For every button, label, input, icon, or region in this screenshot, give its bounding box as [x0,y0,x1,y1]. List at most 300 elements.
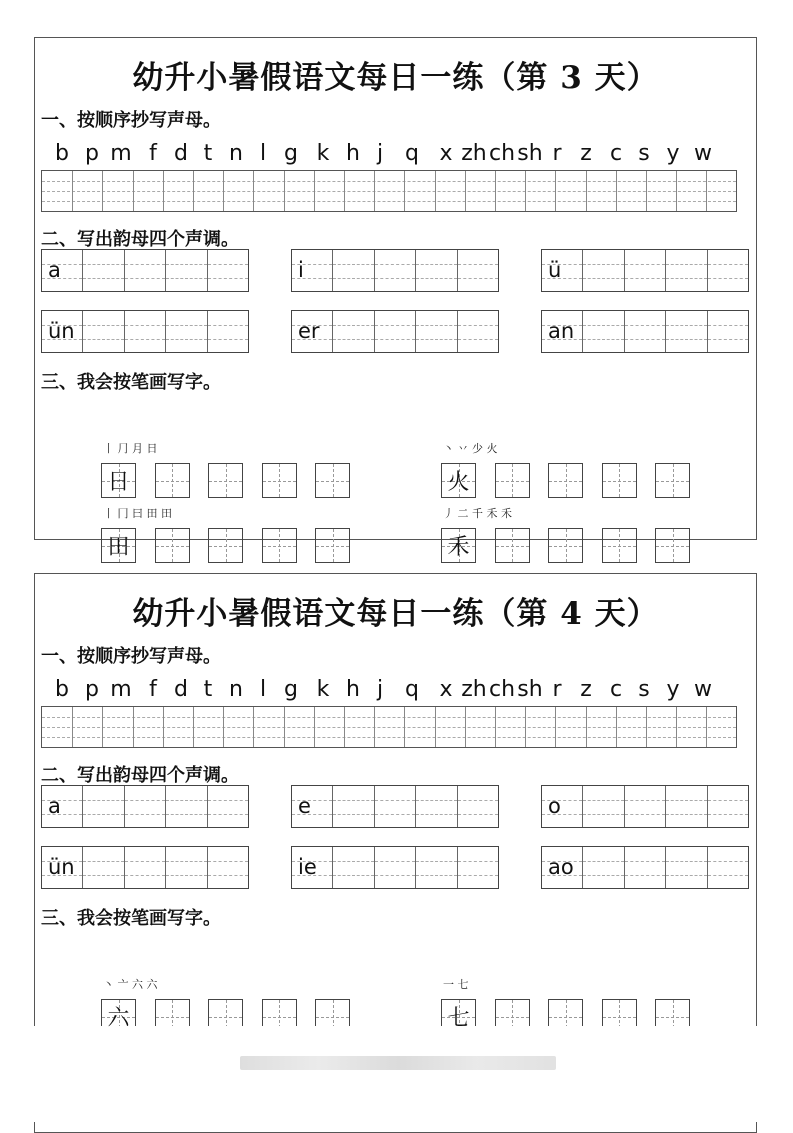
cell-guide-line [625,339,665,340]
vowel-tone-group[interactable] [41,249,249,292]
grid-column-divider [586,707,587,747]
cell-guide-line [708,339,748,340]
vowel-label: ie [298,855,317,879]
cell-guide-line [208,264,248,265]
tone-writing-cell[interactable] [457,847,498,888]
grid-column-divider [344,707,345,747]
cell-guide-line [625,325,665,326]
grid-column-divider [193,707,194,747]
cell-guide-line [166,325,206,326]
cell-guide-line [333,875,373,876]
cell-guide-line [666,264,706,265]
initial-letter: c [609,677,623,702]
initial-letter: h [346,677,360,702]
cell-guide-line [666,875,706,876]
initial-letter: b [55,677,69,702]
vowel-tone-group[interactable] [41,846,249,889]
grid-column-divider [223,171,224,211]
initial-letter: w [694,677,712,702]
grid-guide-line [42,727,736,728]
cell-guide-line [666,325,706,326]
tone-writing-cell[interactable] [165,311,206,352]
initial-letter: g [284,141,298,166]
tone-writing-cell[interactable] [124,786,165,827]
grid-column-divider [253,171,254,211]
tian-grid-box[interactable] [262,528,297,563]
cell-guide-line [708,325,748,326]
tone-writing-cell[interactable] [82,311,123,352]
cell-guide-line [166,800,206,801]
section-2-heading: 二、写出韵母四个声调。 [41,765,239,786]
cell-guide-line [666,800,706,801]
initial-letter: q [405,677,419,702]
cell-guide-line [208,861,248,862]
tone-writing-cell[interactable] [665,250,706,291]
initial-letter: sh [517,677,543,702]
cell-guide-line [83,861,123,862]
initial-letter: l [259,677,267,702]
tone-writing-cell[interactable] [457,786,498,827]
tone-writing-cell[interactable] [582,847,623,888]
grid-column-divider [344,171,345,211]
grid-guide-line [42,191,736,192]
grid-column-divider [555,171,556,211]
cell-guide-line [83,814,123,815]
cell-guide-line [583,325,623,326]
initial-letter: m [110,677,132,702]
initial-letter: ch [488,677,516,702]
cell-guide-line [125,814,165,815]
model-character: 火 [447,470,470,495]
vowel-tone-group[interactable] [541,846,749,889]
vowel-tone-group[interactable] [291,846,499,889]
cell-guide-line [458,325,498,326]
tone-writing-cell[interactable] [165,250,206,291]
tone-writing-cell[interactable] [165,847,206,888]
cell-guide-line [166,264,206,265]
cell-guide-line [583,814,623,815]
vowel-tone-group[interactable] [541,785,749,828]
initial-letter: z [580,677,592,702]
initial-letter: ch [488,141,516,166]
initial-letter: q [405,141,419,166]
tone-writing-cell[interactable] [624,847,665,888]
grid-column-divider [586,171,587,211]
cell-guide-line [416,861,456,862]
cell-guide-line [458,339,498,340]
cell-guide-line [83,278,123,279]
vowel-tone-group[interactable] [291,785,499,828]
tone-writing-cell[interactable] [292,847,332,888]
cell-guide-line [375,264,415,265]
tone-writing-cell[interactable] [582,250,623,291]
initial-letter: sh [517,141,543,166]
tone-writing-cell[interactable] [332,786,373,827]
initial-letter: s [638,677,650,702]
section-1-heading: 一、按顺序抄写声母。 [41,110,221,131]
initial-letter: k [316,141,330,166]
tian-grid-box[interactable] [655,463,690,498]
cell-guide-line [375,861,415,862]
cell-guide-line [625,800,665,801]
cell-guide-line [83,325,123,326]
grid-column-divider [163,707,164,747]
blurred-watermark [240,1056,556,1070]
grid-column-divider [495,171,496,211]
tone-writing-cell[interactable] [665,847,706,888]
initial-letter: w [694,141,712,166]
tone-writing-cell[interactable] [457,250,498,291]
grid-column-divider [555,707,556,747]
tone-writing-cell[interactable] [542,786,582,827]
cell-guide-line [708,264,748,265]
cell-guide-line [83,264,123,265]
tian-grid-box[interactable] [208,463,243,498]
cell-guide-line [416,800,456,801]
cell-guide-line [125,800,165,801]
tone-writing-cell[interactable] [42,847,82,888]
cell-guide-line [625,875,665,876]
initial-letter: y [666,141,680,166]
initial-letter: x [439,677,453,702]
tian-grid-box[interactable] [602,528,637,563]
initials-writing-grid[interactable] [41,706,737,748]
cell-guide-line [666,861,706,862]
model-character: 田 [107,535,130,560]
cell-guide-line [458,264,498,265]
grid-column-divider [525,707,526,747]
tone-writing-cell[interactable] [542,847,582,888]
initial-letter: k [316,677,330,702]
tone-writing-cell[interactable] [582,311,623,352]
tian-grid-box[interactable] [155,528,190,563]
vowel-label: ün [48,855,75,879]
section-3-heading: 三、我会按笔画写字。 [41,908,221,929]
tone-writing-cell[interactable] [207,311,248,352]
page-title: 幼升小暑假语文每日一练（第 4 天） [132,596,659,632]
tone-writing-cell[interactable] [665,311,706,352]
tone-writing-cell[interactable] [707,311,748,352]
grid-column-divider [133,707,134,747]
tone-writing-cell[interactable] [332,847,373,888]
grid-column-divider [314,171,315,211]
cell-guide-line [416,875,456,876]
grid-column-divider [706,171,707,211]
cell-guide-line [708,875,748,876]
grid-column-divider [374,707,375,747]
tone-writing-cell[interactable] [542,311,582,352]
cell-guide-line [666,278,706,279]
initial-letter: n [229,677,243,702]
tone-writing-cell[interactable] [207,786,248,827]
vowel-label: a [48,258,61,282]
initial-letter: f [149,141,157,166]
cell-guide-line [83,800,123,801]
cell-guide-line [458,875,498,876]
tone-writing-cell[interactable] [42,786,82,827]
cell-guide-line [583,861,623,862]
vowel-label: ün [48,319,75,343]
tian-grid-box[interactable] [101,528,136,563]
cell-guide-line [125,339,165,340]
tone-writing-cell[interactable] [374,847,415,888]
tone-writing-cell[interactable] [42,311,82,352]
tone-writing-cell[interactable] [374,250,415,291]
tone-writing-cell[interactable] [207,847,248,888]
initial-letter: zh [461,141,487,166]
cell-guide-line [83,875,123,876]
cell-guide-line [375,339,415,340]
initial-letter: p [85,141,99,166]
grid-column-divider [706,707,707,747]
tone-writing-cell[interactable] [332,311,373,352]
stroke-order-hint: 丨 ⺆ 月 日 [103,442,158,455]
section-2-heading: 二、写出韵母四个声调。 [41,229,239,250]
tone-writing-cell[interactable] [707,250,748,291]
tone-writing-cell[interactable] [665,786,706,827]
initial-letter: d [174,141,188,166]
page-title: 幼升小暑假语文每日一练（第 3 天） [132,60,659,96]
cell-guide-line [583,278,623,279]
vowel-label: o [548,794,561,818]
tone-writing-cell[interactable] [374,786,415,827]
cell-guide-line [375,875,415,876]
tone-writing-cell[interactable] [82,250,123,291]
initial-letter: r [552,677,562,702]
grid-guide-line [42,181,736,182]
model-character: 禾 [447,535,470,560]
cell-guide-line [416,339,456,340]
cell-guide-line [208,875,248,876]
cell-guide-line [416,325,456,326]
cell-guide-line [166,339,206,340]
stroke-order-hint: 丶 亠 六 六 [103,978,158,991]
initials-writing-grid[interactable] [41,170,737,212]
tone-writing-cell[interactable] [207,250,248,291]
tone-writing-cell[interactable] [332,250,373,291]
grid-column-divider [616,707,617,747]
cell-guide-line [583,800,623,801]
initial-letter: z [580,141,592,166]
initial-letter: d [174,677,188,702]
tone-writing-cell[interactable] [292,786,332,827]
initial-letter: h [346,141,360,166]
initial-letter: p [85,677,99,702]
tone-writing-cell[interactable] [82,847,123,888]
cell-guide-line [166,861,206,862]
cell-guide-line [208,278,248,279]
initials-row [43,677,743,701]
tone-writing-cell[interactable] [124,847,165,888]
tone-writing-cell[interactable] [415,786,456,827]
cell-guide-line [416,264,456,265]
cell-guide-line [333,800,373,801]
tone-writing-cell[interactable] [124,311,165,352]
tian-grid-box[interactable] [495,528,530,563]
initial-letter: t [203,677,213,702]
tian-grid-box[interactable] [315,463,350,498]
cell-guide-line [333,814,373,815]
model-character: 七 [447,1006,470,1031]
tone-writing-cell[interactable] [124,250,165,291]
grid-column-divider [163,171,164,211]
vowel-label: e [298,794,311,818]
tone-writing-cell[interactable] [165,786,206,827]
vowel-tone-group[interactable] [41,785,249,828]
tian-grid-box[interactable] [315,528,350,563]
grid-column-divider [525,171,526,211]
tone-writing-cell[interactable] [624,311,665,352]
tone-writing-cell[interactable] [707,847,748,888]
worksheet-day-3 [34,37,757,560]
cell-guide-line [125,861,165,862]
cell-guide-line [708,814,748,815]
tone-writing-cell[interactable] [82,786,123,827]
tone-writing-cell[interactable] [374,311,415,352]
grid-column-divider [284,171,285,211]
tian-grid-box[interactable] [101,999,136,1034]
tone-writing-cell[interactable] [292,311,332,352]
cell-guide-line [458,814,498,815]
tian-grid-box[interactable] [101,463,136,498]
tone-writing-cell[interactable] [624,250,665,291]
tone-writing-cell[interactable] [415,847,456,888]
vowel-label: er [298,319,320,343]
initial-letter: zh [461,677,487,702]
initial-letter: c [609,141,623,166]
tone-writing-cell[interactable] [415,250,456,291]
tian-grid-box[interactable] [262,463,297,498]
initial-letter: n [229,141,243,166]
vowel-tone-group[interactable] [291,249,499,292]
vowel-tone-group[interactable] [541,310,749,353]
vowel-label: ao [548,855,574,879]
cell-guide-line [583,264,623,265]
tone-writing-cell[interactable] [415,311,456,352]
grid-column-divider [374,171,375,211]
initial-letter: r [552,141,562,166]
initial-letter: l [259,141,267,166]
cell-guide-line [708,800,748,801]
grid-column-divider [193,171,194,211]
cell-guide-line [166,814,206,815]
tian-grid-box[interactable] [441,999,476,1034]
tone-writing-cell[interactable] [292,250,332,291]
cell-guide-line [125,264,165,265]
tian-grid-box[interactable] [655,528,690,563]
cell-guide-line [375,325,415,326]
tian-grid-box[interactable] [441,463,476,498]
grid-column-divider [435,171,436,211]
cell-guide-line [333,861,373,862]
cell-guide-line [583,339,623,340]
initial-letter: j [376,677,384,702]
vowel-tone-group[interactable] [291,310,499,353]
initial-letter: m [110,141,132,166]
grid-column-divider [404,707,405,747]
cell-guide-line [666,814,706,815]
vowel-tone-group[interactable] [41,310,249,353]
cell-guide-line [625,264,665,265]
cell-guide-line [458,861,498,862]
initial-letter: t [203,141,213,166]
cell-guide-line [333,325,373,326]
grid-column-divider [646,707,647,747]
stroke-order-hint: 丶 丷 少 火 [443,442,498,455]
model-character: 六 [107,1006,130,1031]
cell-guide-line [166,875,206,876]
grid-column-divider [465,707,466,747]
tian-grid-box[interactable] [548,528,583,563]
grid-column-divider [284,707,285,747]
cell-guide-line [125,875,165,876]
tone-writing-cell[interactable] [542,250,582,291]
cell-guide-line [166,278,206,279]
cell-guide-line [708,278,748,279]
tian-grid-box[interactable] [155,463,190,498]
tian-grid-box[interactable] [548,463,583,498]
tone-writing-cell[interactable] [582,786,623,827]
cell-guide-line [83,339,123,340]
grid-column-divider [495,707,496,747]
cell-guide-line [333,278,373,279]
tone-writing-cell[interactable] [624,786,665,827]
model-character: 日 [107,470,130,495]
cell-guide-line [583,875,623,876]
tone-writing-cell[interactable] [457,311,498,352]
initials-row [43,141,743,165]
tian-grid-box[interactable] [602,463,637,498]
grid-column-divider [72,171,73,211]
grid-column-divider [102,171,103,211]
page-footer-area [0,1026,793,1122]
cell-guide-line [375,800,415,801]
tian-grid-box[interactable] [441,528,476,563]
initial-letter: x [439,141,453,166]
cell-guide-line [208,814,248,815]
cell-guide-line [208,800,248,801]
initial-letter: b [55,141,69,166]
initial-letter: g [284,677,298,702]
stroke-order-hint: 丨 冂 曰 田 田 [103,507,172,520]
grid-column-divider [465,171,466,211]
cell-guide-line [125,325,165,326]
tone-writing-cell[interactable] [707,786,748,827]
cell-guide-line [208,339,248,340]
stroke-order-hint: 一 七 [443,978,469,991]
grid-column-divider [253,707,254,747]
cell-guide-line [625,278,665,279]
tian-grid-box[interactable] [208,528,243,563]
grid-column-divider [102,707,103,747]
grid-column-divider [133,171,134,211]
grid-column-divider [435,707,436,747]
vowel-label: an [548,319,575,343]
stroke-order-hint: 丿 二 千 禾 禾 [443,507,512,520]
cell-guide-line [416,814,456,815]
cell-guide-line [458,800,498,801]
tian-grid-box[interactable] [495,463,530,498]
tone-writing-cell[interactable] [42,250,82,291]
cell-guide-line [208,325,248,326]
grid-column-divider [72,707,73,747]
grid-column-divider [676,707,677,747]
cell-guide-line [708,861,748,862]
vowel-tone-group[interactable] [541,249,749,292]
cell-guide-line [458,278,498,279]
cell-guide-line [416,278,456,279]
grid-guide-line [42,201,736,202]
